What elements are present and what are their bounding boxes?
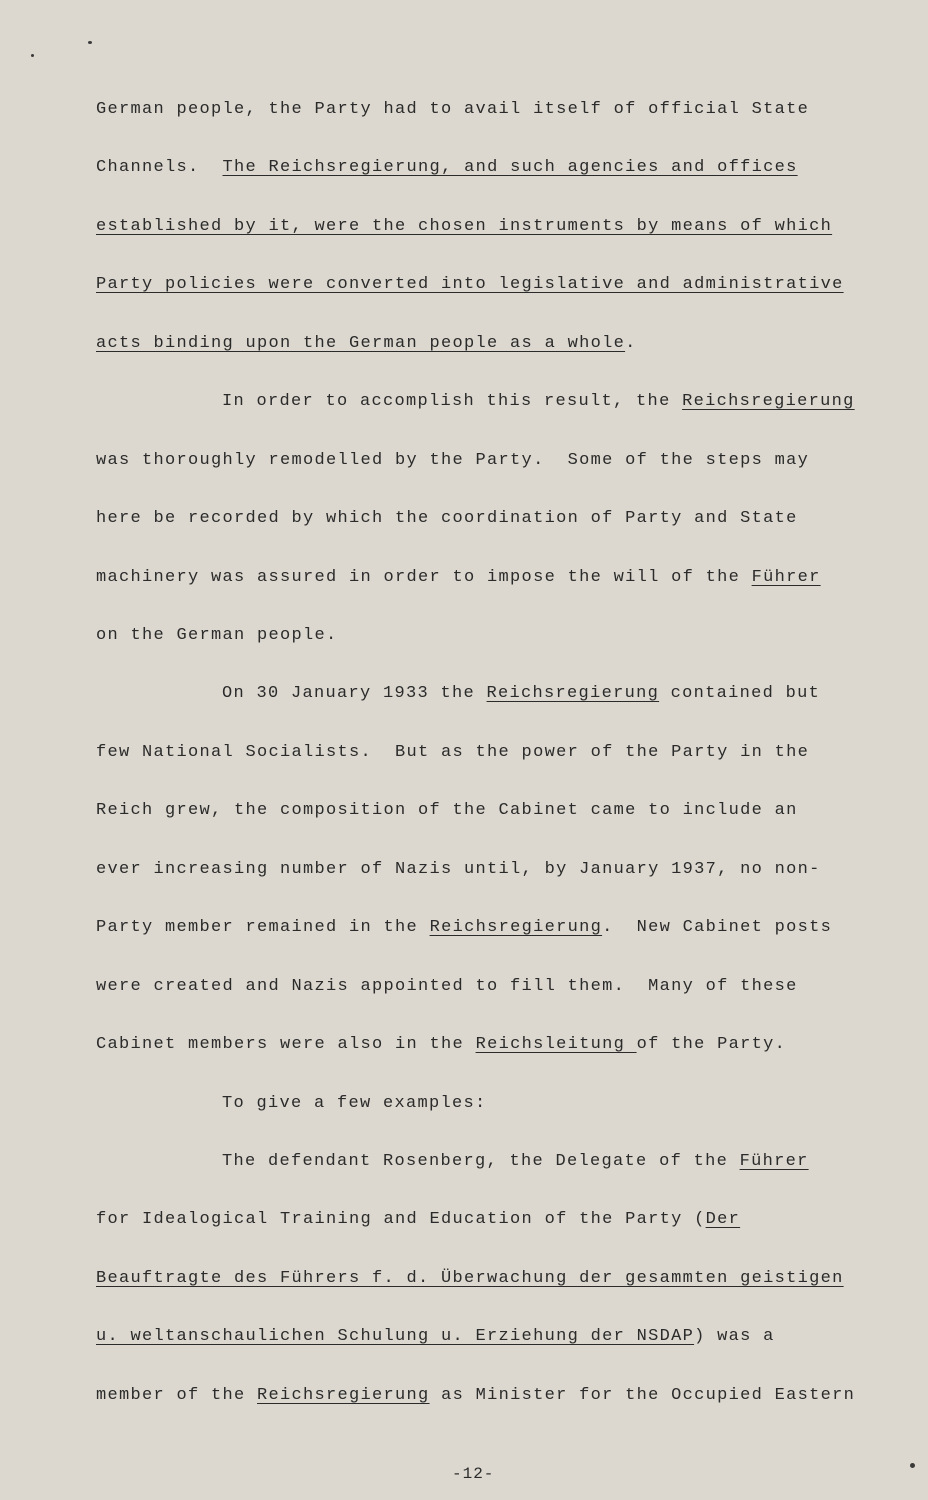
text-line xyxy=(96,742,809,764)
text-segment: Party member remained in the xyxy=(96,918,430,937)
text-segment: German people, the Party had to avail itself of official State xyxy=(96,100,810,119)
text-segment: machinery was assured in order to impose the will of the xyxy=(96,568,752,587)
text-line xyxy=(96,1385,855,1407)
underlined-text: established by it, were the chosen instruments by means of which xyxy=(96,217,833,236)
text-segment: few National Socialists. But as the power of the Party in the xyxy=(96,743,810,762)
text-line xyxy=(222,391,855,413)
text-line xyxy=(96,800,798,822)
underlined-text: Beauftragte des Führers f. d. Überwachung der gesammten geistigen xyxy=(96,1269,844,1288)
text-segment: To give a few examples: xyxy=(222,1094,487,1113)
text-segment: of the Party. xyxy=(636,1035,787,1054)
underlined-text: Führer xyxy=(739,1152,809,1171)
paper-speck xyxy=(910,1463,915,1468)
paper-speck xyxy=(88,41,92,44)
text-segment: On 30 January 1933 the xyxy=(222,684,487,703)
text-line xyxy=(96,625,338,647)
text-segment: was thoroughly remodelled by the Party. Some of the steps may xyxy=(96,451,810,470)
text-line xyxy=(96,99,809,121)
text-segment: ever increasing number of Nazis until, by January 1937, no non- xyxy=(96,860,821,879)
underlined-text: Party policies were converted into legislative and administrative xyxy=(96,275,844,294)
text-segment: Channels. xyxy=(96,158,223,177)
underlined-text: Reichsregierung xyxy=(257,1386,430,1405)
underlined-text: Reichsregierung xyxy=(486,684,660,703)
text-line xyxy=(222,1093,487,1115)
text-line xyxy=(96,450,809,472)
text-line xyxy=(222,683,820,705)
text-segment: Cabinet members were also in the xyxy=(96,1035,476,1054)
text-line xyxy=(96,1034,786,1056)
underlined-text: Der xyxy=(705,1210,741,1229)
text-segment: ) was a xyxy=(694,1327,775,1346)
underlined-text: Reichsleitung xyxy=(475,1035,637,1054)
text-line xyxy=(96,1326,775,1348)
text-line xyxy=(96,567,821,589)
text-segment: Reich grew, the composition of the Cabinet came to include an xyxy=(96,801,798,820)
underlined-text: acts binding upon the German people as a whole xyxy=(96,334,626,353)
text-segment: were created and Nazis appointed to fill them. Many of these xyxy=(96,977,798,996)
underlined-text: Reichsregierung xyxy=(682,392,855,411)
text-segment: as Minister for the Occupied Eastern xyxy=(429,1386,856,1405)
underlined-text: Führer xyxy=(751,568,821,587)
text-line xyxy=(96,274,844,296)
text-line xyxy=(96,508,798,530)
underlined-text: Reichsregierung xyxy=(429,918,603,937)
text-segment: here be recorded by which the coordination of Party and State xyxy=(96,509,798,528)
text-line xyxy=(96,333,637,355)
text-line xyxy=(96,917,832,939)
text-segment: In order to accomplish this result, the xyxy=(222,392,683,411)
text-line xyxy=(96,859,821,881)
text-segment: member of the xyxy=(96,1386,258,1405)
text-line xyxy=(96,976,798,998)
text-line xyxy=(96,216,832,238)
text-line xyxy=(96,1268,844,1290)
text-segment: . xyxy=(625,334,637,353)
text-line xyxy=(96,1209,740,1231)
text-segment: on the German people. xyxy=(96,626,338,645)
text-segment: for Idealogical Training and Education of the Party ( xyxy=(96,1210,706,1229)
text-segment: . New Cabinet posts xyxy=(602,918,833,937)
paper-speck xyxy=(31,54,34,57)
text-segment: The defendant Rosenberg, the Delegate of the xyxy=(222,1152,740,1171)
underlined-text: The Reichsregierung, and such agencies and offices xyxy=(222,158,798,177)
text-line xyxy=(222,1151,809,1173)
text-line xyxy=(96,157,798,179)
underlined-text: u. weltanschaulichen Schulung u. Erziehung der NSDAP xyxy=(96,1327,695,1346)
text-segment: contained but xyxy=(659,684,821,703)
page-number: -12- xyxy=(452,1465,495,1483)
